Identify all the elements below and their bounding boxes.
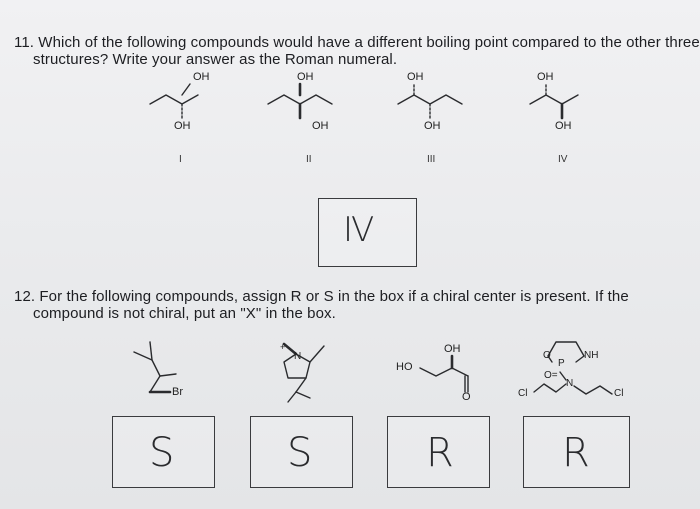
question-12-answer-4: R [562,430,590,476]
q12-structure-2-skeleton [284,344,324,402]
q12-structure-4-nh-label: NH [584,350,599,361]
structure-IV-skeleton [530,84,578,118]
question-11-answer-box[interactable] [318,198,417,267]
structure-IV-top-label: OH [537,71,554,83]
q12-structure-4-cl-left-label: Cl [518,388,528,399]
q12-structure-4-cl-right-label: Cl [614,388,624,399]
q12-structure-3-skeleton [420,356,468,392]
structure-II-top-label: OH [297,71,314,83]
q12-structure-1-br-label: Br [172,386,183,398]
structure-I-top-label: OH [193,71,210,83]
question-12-answer-2: S [287,430,313,476]
question-12-answer-box-3[interactable] [387,416,490,488]
q12-structure-3-oh-label: OH [444,343,461,355]
question-12-text: 12. For the following compounds, assign R or S in the box if a chiral center is present. If the [14,288,629,305]
structure-III-top-label: OH [407,71,424,83]
structure-IV-bottom-label: OH [555,120,572,132]
question-12-answer-3: R [426,430,454,476]
question-11-text: 11. Which of the following compounds would have a different boiling point compared to the other three [14,34,700,51]
structure-III-skeleton [398,84,462,118]
structure-I-skeleton [150,84,198,118]
question-12-answer-box-4[interactable] [523,416,630,488]
question-11-text-continued: structures? Write your answer as the Roman numeral. [33,51,398,68]
q12-structure-2-charge-label: + [280,342,286,352]
question-12-answer-box-1[interactable] [112,416,215,488]
structure-III-bottom-label: OH [424,120,441,132]
q12-structure-3-o-label: O [462,391,471,403]
q12-structure-3-ho-label: HO [396,361,413,373]
structure-III-numeral: III [427,154,436,165]
question-12-answer-1: S [149,430,175,476]
question-12-text-continued: compound is not chiral, put an "X" in the box. [33,305,336,322]
q12-structure-4-p-label: P [558,358,565,369]
structure-I-numeral: I [179,154,182,165]
question-11-answer: IV [343,210,373,250]
q12-structure-4-o-label: O [543,350,551,361]
structure-II-skeleton [268,84,332,118]
structure-I-bottom-label: OH [174,120,191,132]
question-12-answer-box-2[interactable] [250,416,353,488]
structure-II-numeral: II [306,154,312,165]
structure-IV-numeral: IV [558,154,568,165]
q12-structure-2-n-label: N [294,351,302,362]
q12-structure-4-n-label: N [566,378,574,389]
q12-structure-1-skeleton [134,342,176,392]
structure-II-bottom-label: OH [312,120,329,132]
q12-structure-4-double-o-label: O= [544,370,558,381]
